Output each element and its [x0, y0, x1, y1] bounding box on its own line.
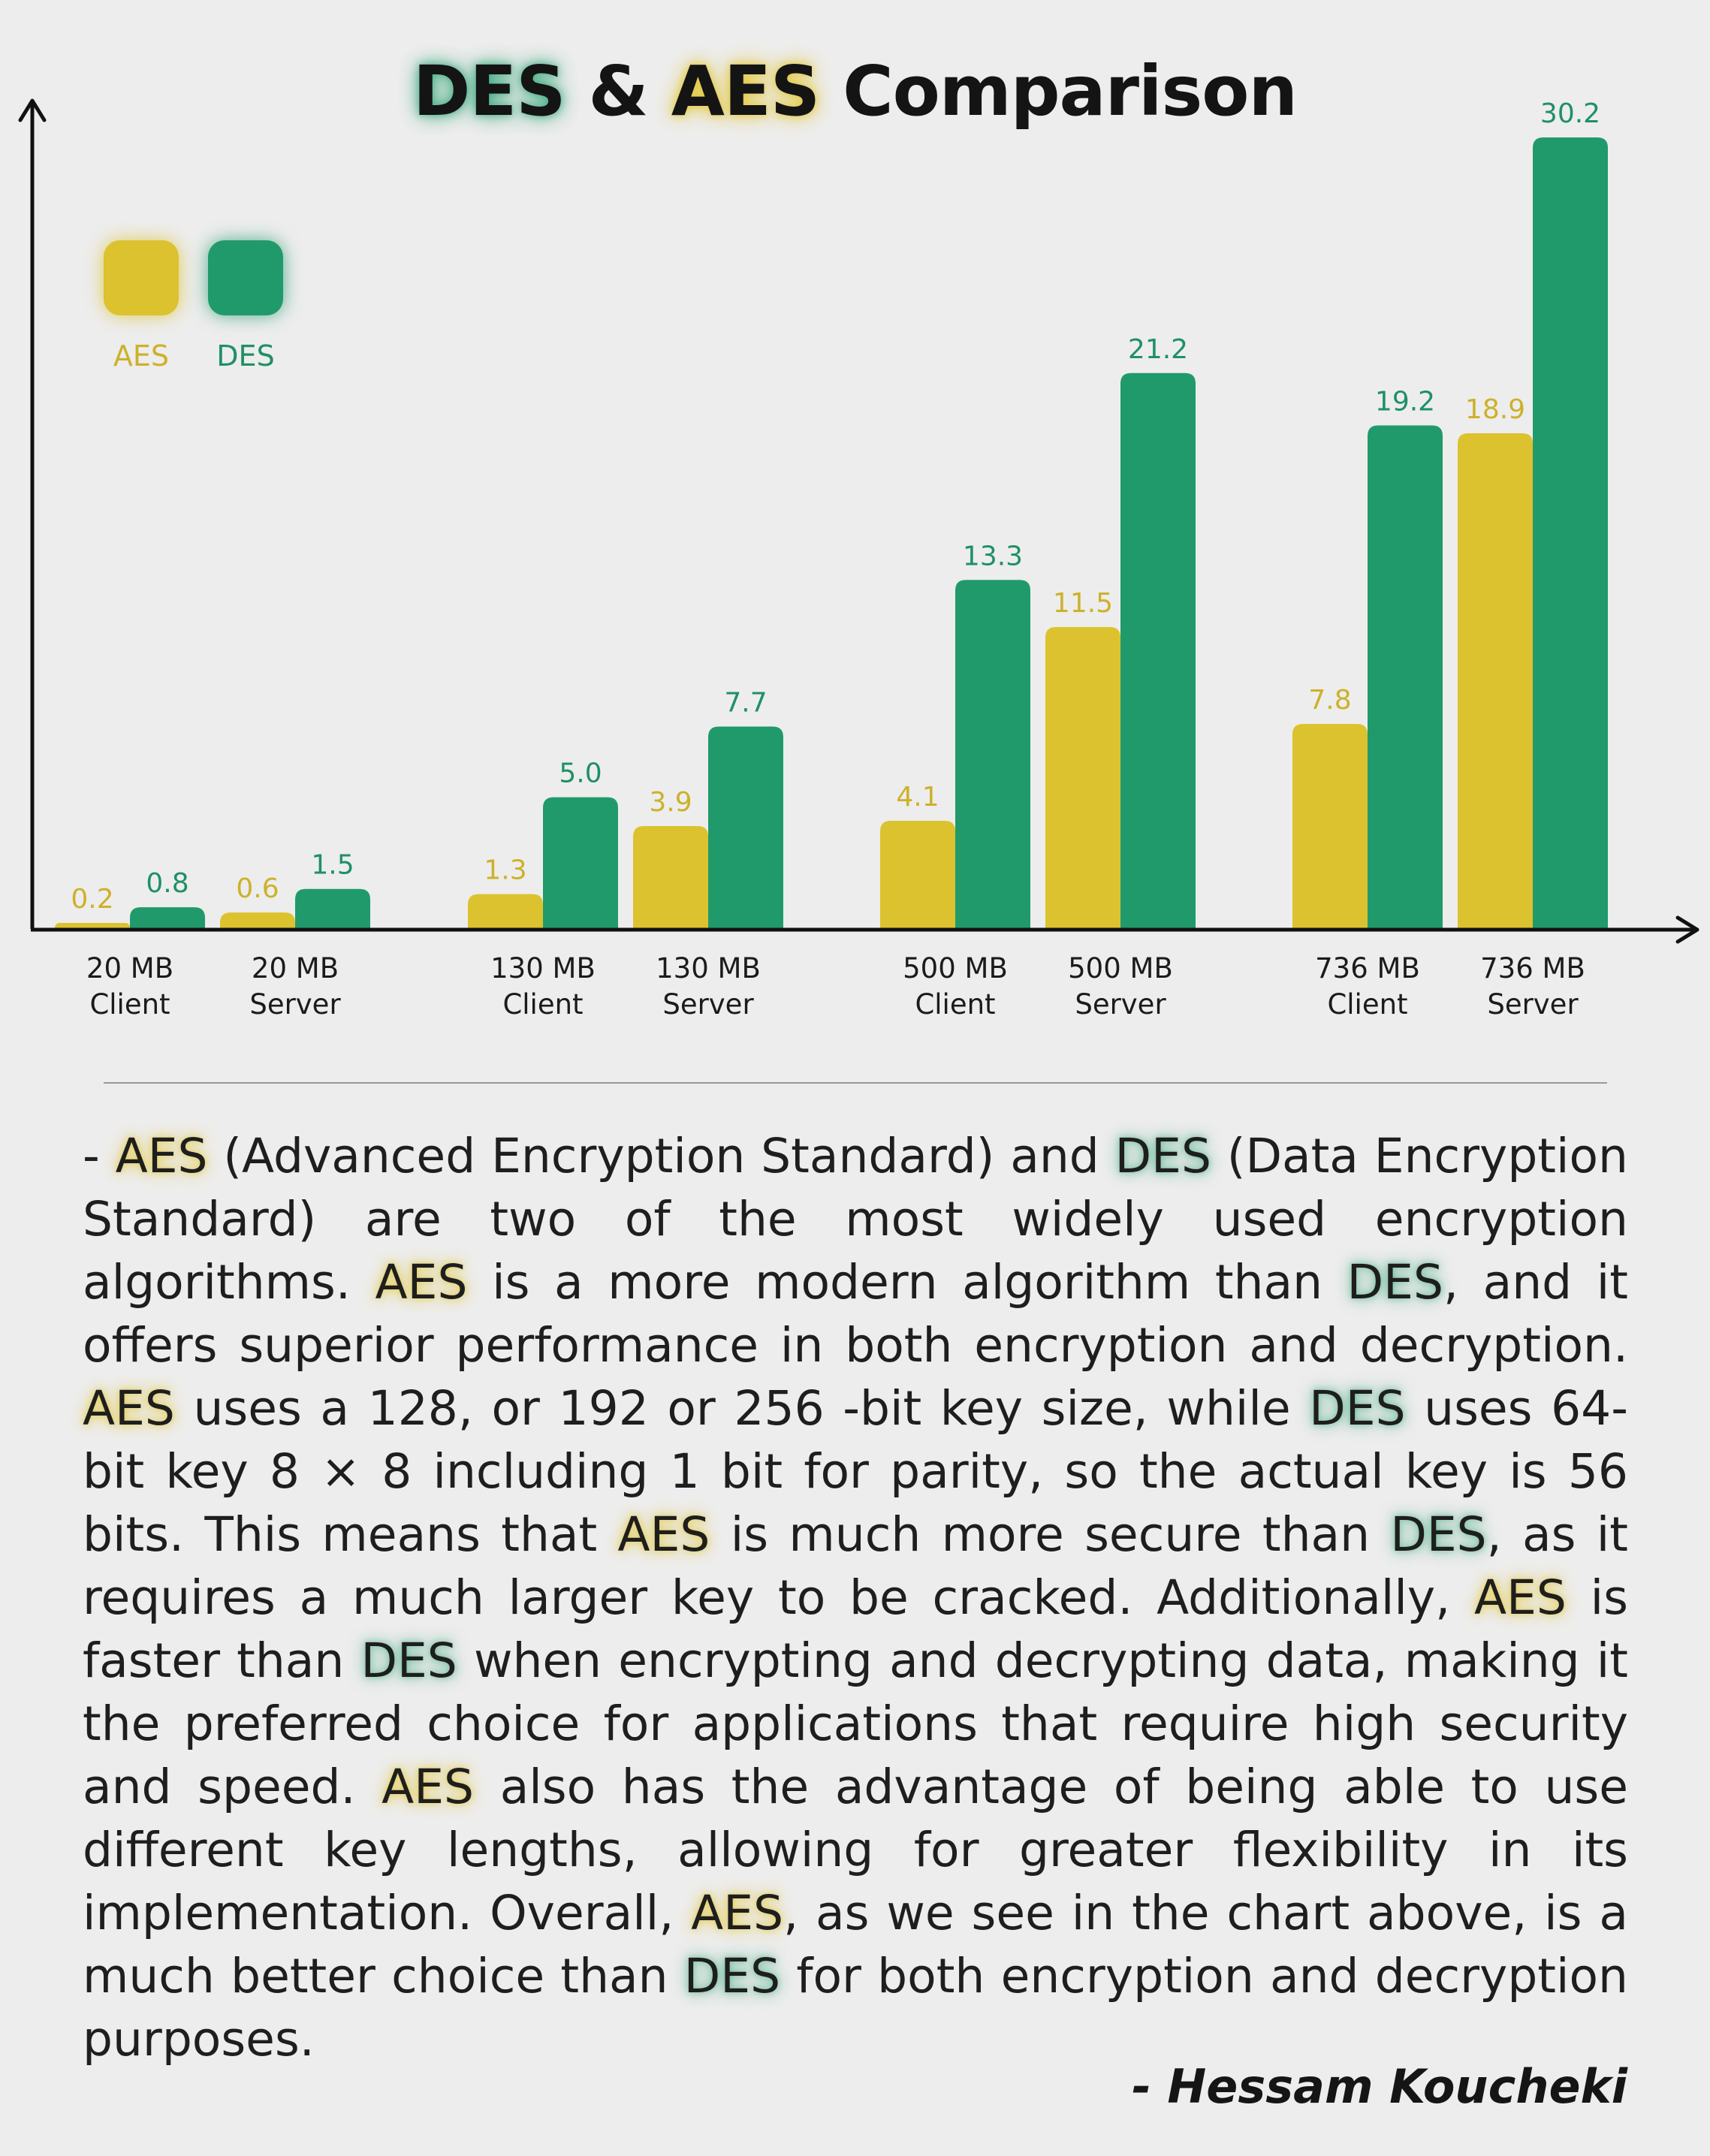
paragraph-text: is a more modern algorithm than: [467, 1255, 1347, 1310]
category-label-7-1: Server: [1487, 988, 1579, 1021]
category-label-2-1: Client: [502, 988, 584, 1021]
bar-des-6: [1368, 426, 1443, 928]
bar-aes-2: [468, 894, 543, 928]
category-label-5-1: Server: [1075, 988, 1166, 1021]
bar-chart: [0, 0, 1710, 1051]
value-label-aes-1: 0.6: [236, 873, 279, 905]
category-label-6-1: Client: [1327, 988, 1408, 1021]
paragraph-text: is much more secure than: [710, 1507, 1391, 1562]
category-label-1-0: 20 MB: [251, 952, 339, 985]
category-label-4-1: Client: [915, 988, 996, 1021]
value-label-aes-2: 1.3: [484, 855, 527, 886]
category-label-3-0: 130 MB: [656, 952, 761, 985]
highlight-aes: AES: [375, 1255, 468, 1310]
paragraph-text: is faster than: [83, 1570, 1628, 1688]
category-label-0-1: Client: [89, 988, 170, 1021]
paragraph-text: (Advanced Encryption Standard) and: [207, 1129, 1115, 1184]
paragraph-text: for both encryption and decryption purposes.: [83, 1949, 1628, 2067]
category-label-6-0: 736 MB: [1315, 952, 1420, 985]
highlight-aes: AES: [1473, 1570, 1567, 1625]
bar-des-0: [130, 907, 205, 928]
highlight-aes: AES: [115, 1129, 208, 1184]
title-rest: Comparison: [843, 51, 1297, 131]
bar-des-5: [1120, 373, 1196, 928]
bar-des-7: [1533, 137, 1608, 928]
value-label-des-4: 13.3: [962, 541, 1024, 572]
paragraph-text: (Data Encryption Standard) are two of the most widely used encryption algorithms.: [83, 1129, 1628, 1310]
value-label-des-5: 21.2: [1127, 333, 1189, 365]
bar-des-2: [543, 798, 618, 928]
value-label-des-1: 1.5: [311, 849, 354, 881]
description-paragraph: [83, 1125, 1628, 2071]
paragraph-text: , and it offers superior performance in both encryption and decryption.: [83, 1255, 1629, 1373]
category-label-0-0: 20 MB: [86, 952, 174, 985]
highlight-des: DES: [1114, 1129, 1211, 1184]
divider: [104, 1082, 1607, 1084]
value-label-aes-4: 4.1: [896, 782, 939, 813]
value-label-aes-7: 18.9: [1464, 394, 1526, 426]
highlight-des: DES: [360, 1633, 457, 1688]
value-label-des-3: 7.7: [724, 687, 768, 719]
value-label-des-6: 19.2: [1374, 386, 1436, 418]
category-label-1-1: Server: [249, 988, 341, 1021]
paragraph-text: , as we see in the chart above, is a much better choice than: [83, 1886, 1628, 2004]
highlight-des: DES: [683, 1949, 781, 2004]
bar-des-3: [708, 727, 783, 928]
paragraph-text: also has the advantage of being able to use different key lengths, allowing for greater flexibility in its implementation. Overall,: [83, 1759, 1628, 1940]
paragraph-text: when encrypting and decrypting data, making it the preferred choice for applications that require high security and speed.: [83, 1633, 1628, 1814]
bar-aes-4: [880, 821, 955, 928]
value-label-aes-3: 3.9: [649, 787, 692, 819]
highlight-aes: AES: [382, 1759, 475, 1814]
bar-des-1: [295, 889, 370, 928]
legend-label-aes: AES: [113, 339, 170, 372]
bar-aes-1: [220, 912, 295, 928]
legend-label-des: DES: [216, 339, 275, 372]
category-label-5-0: 500 MB: [1068, 952, 1173, 985]
value-label-aes-0: 0.2: [71, 884, 114, 915]
bar-aes-6: [1292, 724, 1368, 928]
value-label-des-2: 5.0: [559, 758, 602, 789]
bar-aes-0: [55, 923, 130, 928]
category-label-2-0: 130 MB: [490, 952, 596, 985]
highlight-aes: AES: [83, 1381, 175, 1436]
author-signature: - Hessam Koucheki: [1132, 2059, 1627, 2114]
bar-aes-5: [1045, 627, 1120, 928]
highlight-aes: AES: [617, 1507, 710, 1562]
highlight-aes: AES: [691, 1886, 784, 1940]
highlight-des: DES: [1390, 1507, 1487, 1562]
highlight-des: DES: [1309, 1381, 1406, 1436]
bar-aes-3: [633, 826, 708, 928]
category-label-4-0: 500 MB: [903, 952, 1008, 985]
title-des: DES: [412, 51, 565, 131]
category-label-7-0: 736 MB: [1480, 952, 1585, 985]
paragraph-text: -: [83, 1129, 116, 1184]
value-label-des-7: 30.2: [1540, 98, 1601, 129]
paragraph-text: , as it requires a much larger key to be cracked. Additionally,: [83, 1507, 1628, 1625]
bar-des-4: [955, 580, 1030, 928]
value-label-des-0: 0.8: [146, 868, 189, 900]
title-ampersand: &: [588, 51, 648, 131]
value-label-aes-5: 11.5: [1052, 588, 1114, 620]
paragraph-text: uses a 128, or 192 or 256 -bit key size, while: [174, 1381, 1310, 1436]
value-label-aes-6: 7.8: [1308, 685, 1352, 716]
bar-aes-7: [1458, 433, 1533, 928]
highlight-des: DES: [1347, 1255, 1443, 1310]
paragraph-text: uses 64-bit key 8 × 8 including 1 bit for parity, so the actual key is 56 bits. This means that: [83, 1381, 1628, 1562]
category-label-3-1: Server: [662, 988, 754, 1021]
title-aes: AES: [671, 51, 820, 131]
